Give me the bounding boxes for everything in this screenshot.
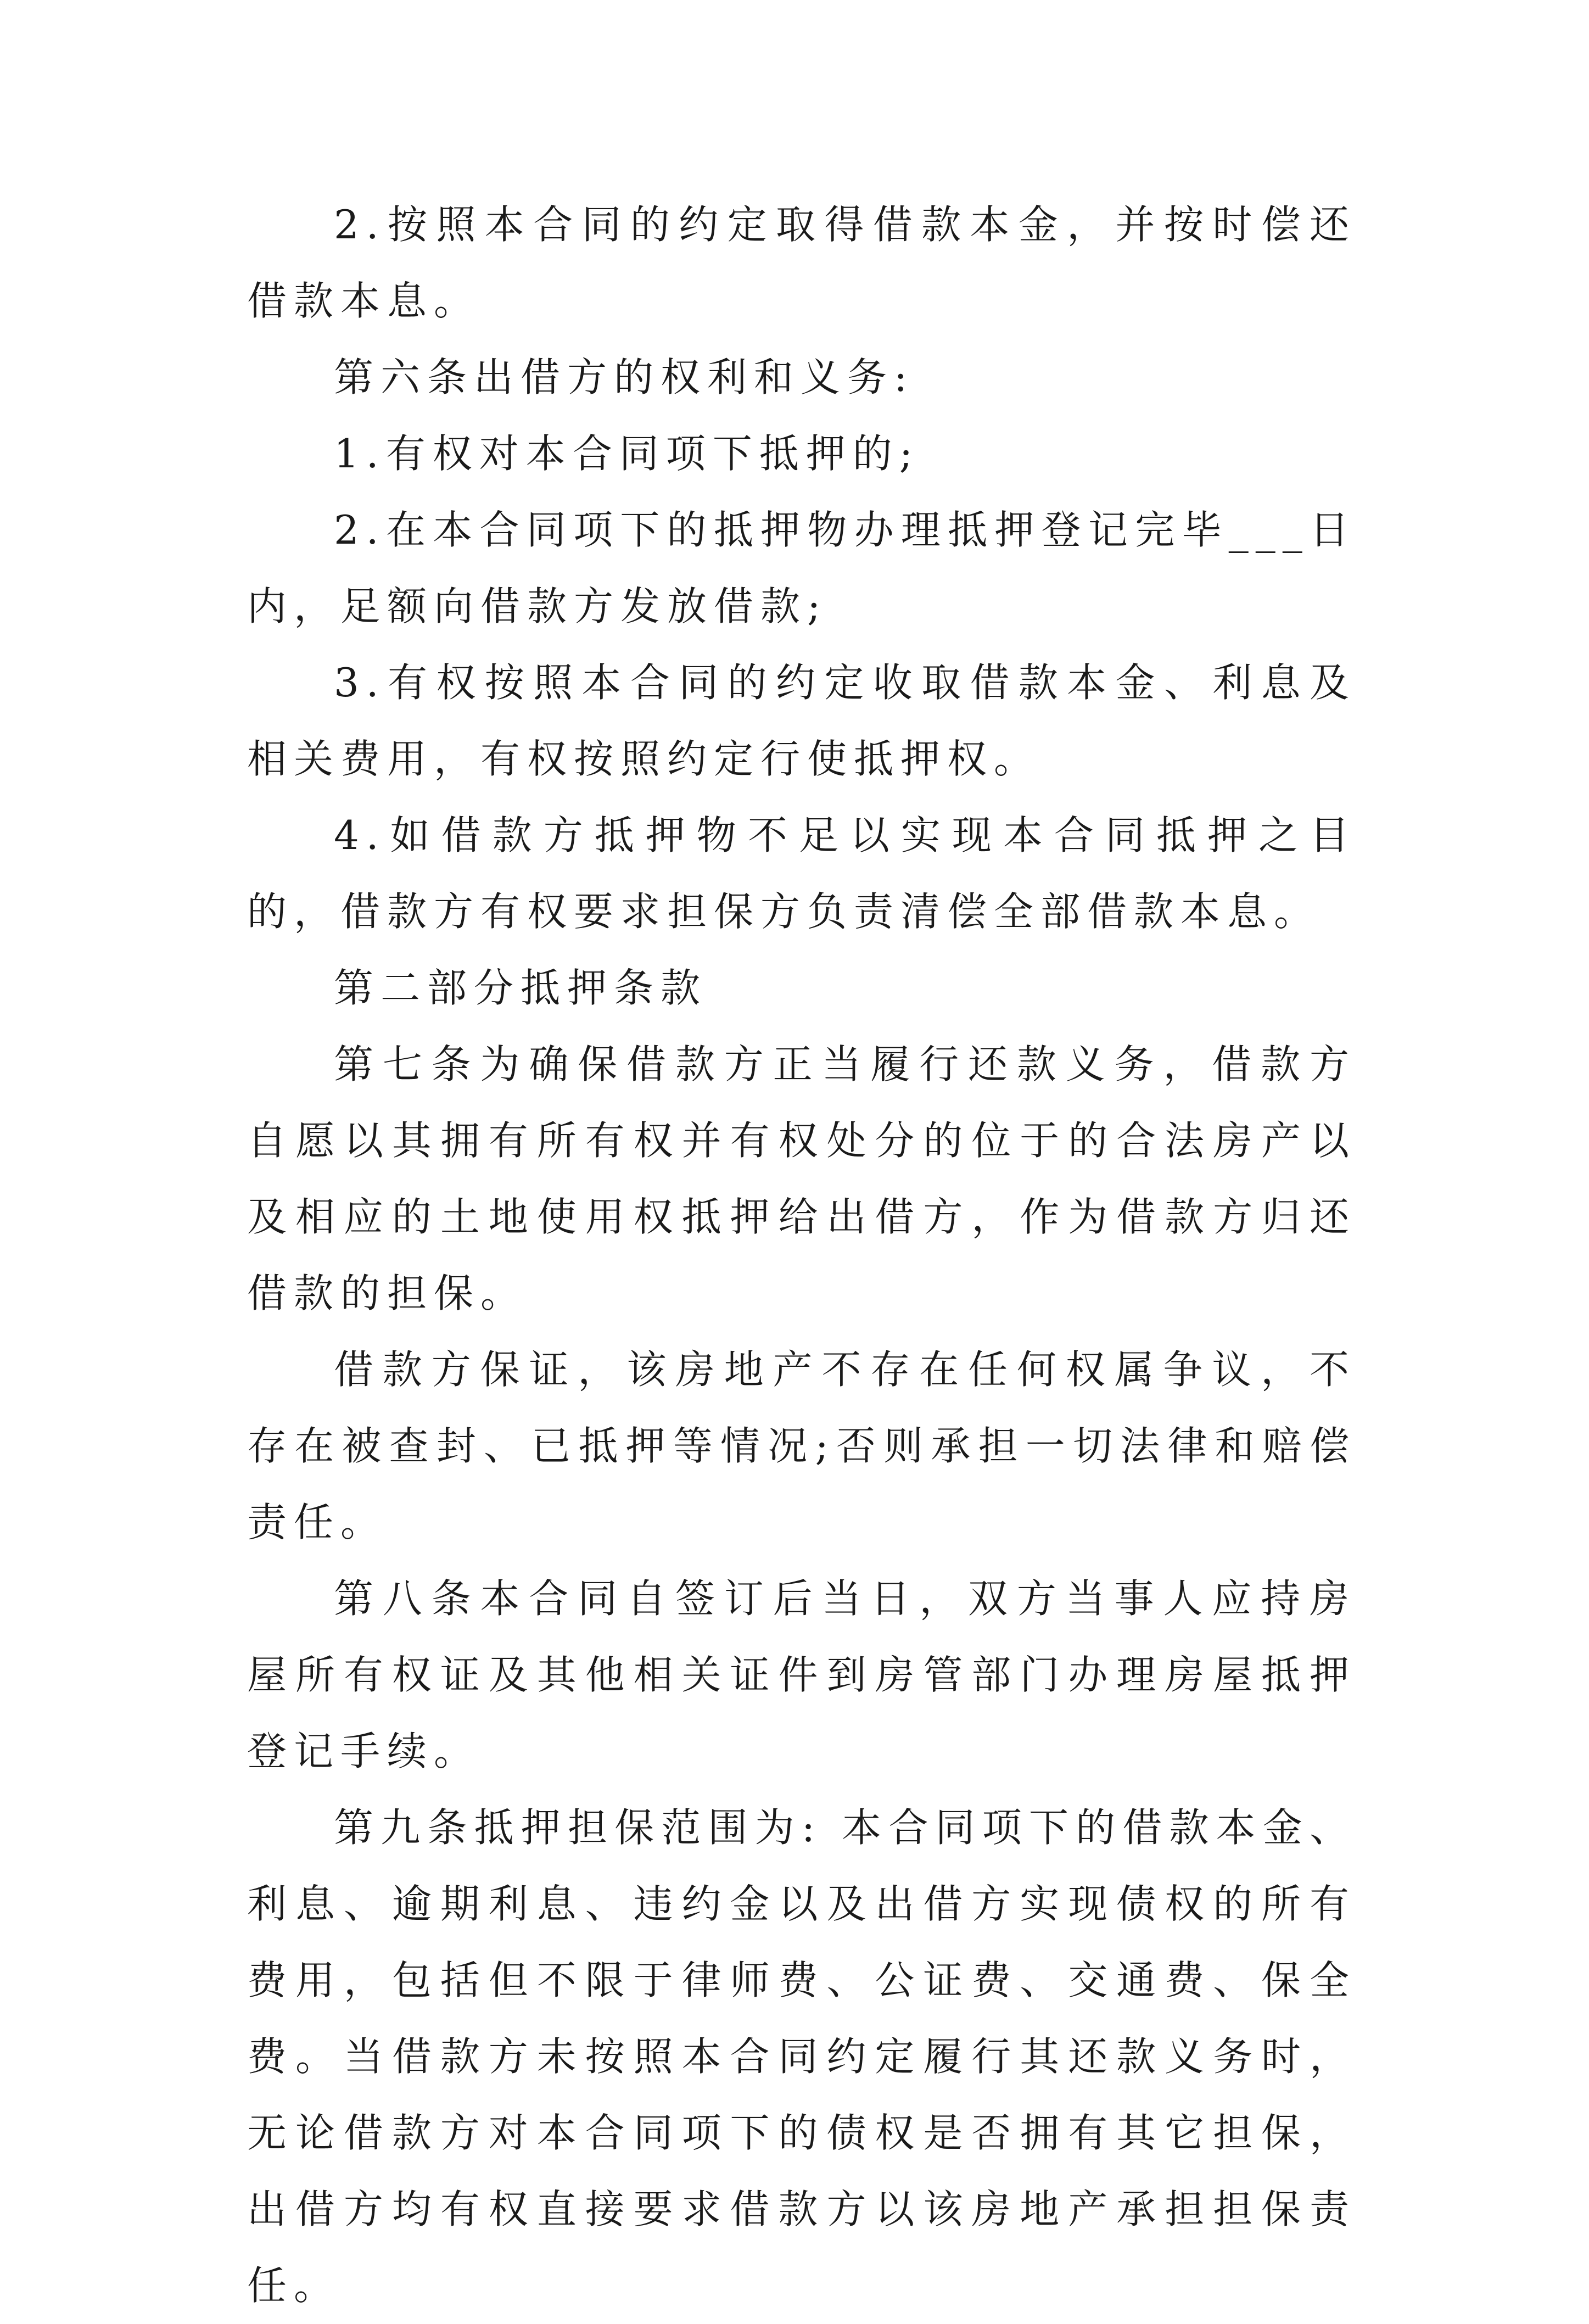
- section-heading-part-2: 第二部分抵押条款: [334, 965, 708, 1011]
- paragraph-article-7: 第七条为确保借款方正当履行还款义务，借款方自愿以其拥有所有权并有权处分的位于的合法房产以及相应的土地使用权抵押给出借方，作为借款方归还借款的担保。: [247, 1041, 1356, 1316]
- paragraph-borrower-guarantee: 借款方保证，该房地产不存在任何权属争议，不存在被查封、已抵押等情况;否则承担一切法律和赔偿责任。: [247, 1347, 1356, 1545]
- paragraph-item-3: 3.有权按照本合同的约定收取借款本金、利息及相关费用，有权按照约定行使抵押权。: [247, 660, 1356, 782]
- paragraph-repay-principal: 2.按照本合同的约定取得借款本金，并按时偿还借款本息。: [247, 202, 1356, 324]
- paragraph-article-8: 第八条本合同自签订后当日，双方当事人应持房屋所有权证及其他相关证件到房管部门办理房屋抵押登记手续。: [247, 1576, 1356, 1774]
- heading-article-6: 第六条出借方的权利和义务:: [334, 354, 915, 400]
- paragraph-item-4: 4.如借款方抵押物不足以实现本合同抵押之目的，借款方有权要求担保方负责清偿全部借款本息。: [247, 812, 1356, 935]
- paragraph-item-2: 2.在本合同项下的抵押物办理抵押登记完毕___日内，足额向借款方发放借款;: [247, 507, 1356, 629]
- document-page: [247, 187, 1356, 2324]
- paragraph-article-9: 第九条抵押担保范围为: 本合同项下的借款本金、利息、逾期利息、违约金以及出借方实现债权的所有费用，包括但不限于律师费、公证费、交通费、保全费。当借款方未按照本合同约定履行其还款义务时，无论借款方对本合同项下的债权是否拥有其它担保，出借方均有权直接要求借款方以该房地产承担担保责任。: [247, 1805, 1356, 2309]
- paragraph-item-1: 1.有权对本合同项下抵押的;: [334, 431, 920, 477]
